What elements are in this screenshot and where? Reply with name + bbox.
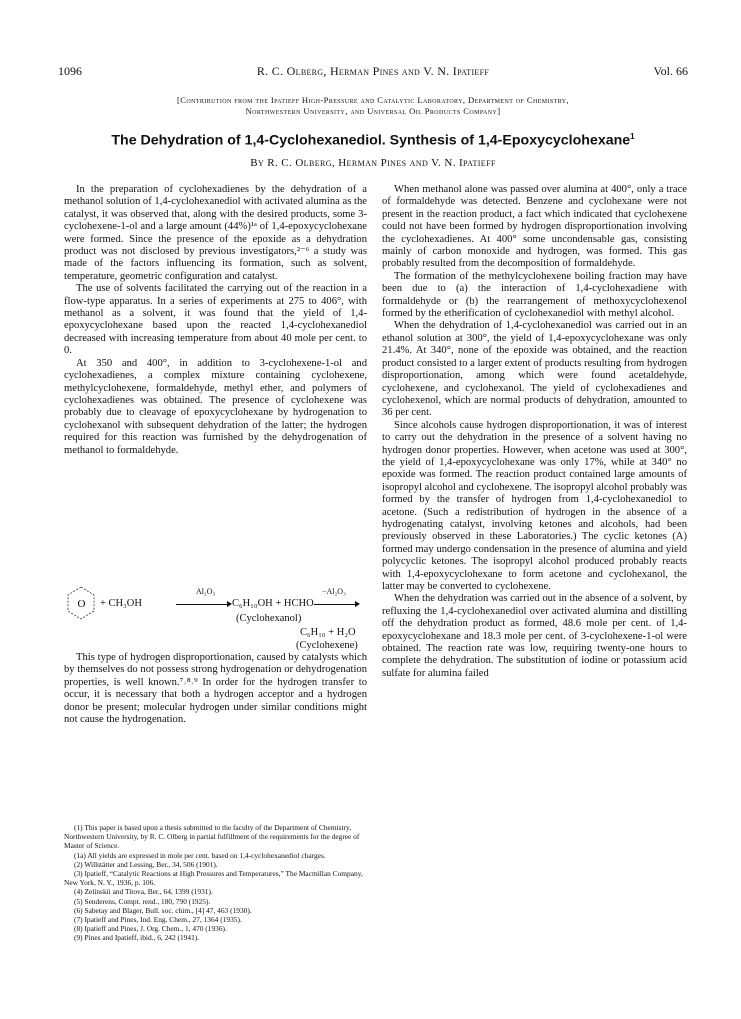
footnote: (4) Zelinskii and Titova, Ber., 64, 1399 (1931). — [74, 887, 213, 897]
paragraph: Since alcohols cause hydrogen disproportionation, it was of interest to carry out the dehydration in the presence of a solvent having no hydrogen donor properties. However, when acetone was used at 300°, the yield of 1,4-epoxycyclohexane was only 17%, while at 340° no epoxide was formed. The reaction product contained large amounts of isopropyl alcohol and cyclohexene. The isopropyl alcohol probably was formed by the transfer of hydrogen from 1,4-cyclohexanediol to acetone. (Such a redistribution of hydrogen in the absence of a hydrogenating catalyst, involving ketones and alcohols, had been previously observed in these Laboratories.) The cyclic ketones (A) formed may undergo condensation in the presence of alumina and yield polycyclic ketones. The isopropyl alcohol produced probably reacts with 1,4-epoxycyclohexane to form acetone and cyclohexanol, the latter may be converted to cyclohexene. — [382, 419, 687, 592]
reactant-methanol: + CH₃OH — [100, 598, 142, 609]
author-byline: By R. C. Olberg, Herman Pines and V. N. Ipatieff — [250, 157, 496, 169]
contribution-line-2: Northwestern University, and Universal Oil Products Company] — [245, 106, 501, 116]
running-head: R. C. Olberg, Herman Pines and V. N. Ipatieff — [256, 64, 490, 78]
footnote: (6) Sabetay and Blager, Bull. soc. chim., [4] 47, 463 (1930). — [74, 905, 252, 915]
footnote: (1a) All yields are expressed in mole per cent. based on 1,4-cyclohexanediol charges. — [74, 850, 326, 860]
right-column-body — [382, 184, 687, 680]
article-title — [58, 132, 688, 149]
footnote: (1) This paper is based upon a thesis submitted to the faculty of the Department of Chemistry, Northwestern University, by R. C. Olberg in partial fulfillment of the requirements for the degree of Master of Science. — [64, 823, 360, 851]
page-header — [58, 64, 688, 80]
paragraph: This type of hydrogen disproportionation, caused by catalysts which by themselves do not possess strong hydrogenation or dehydrogenation properties, is well known.⁷˒⁸˒⁹ In order for the hydrogen transfer to occur, it is necessary that both a hydrogen acceptor and a hydrogen donor be present; molecular hydrogen under similar conditions might not cause the hydrogenation. — [64, 652, 367, 726]
footnote: (9) Pines and Ipatieff, ibid., 6, 242 (1941). — [74, 933, 200, 943]
paragraph: At 350 and 400°, in addition to 3-cyclohexene-1-ol and cyclohexadienes, a complex mixture containing cyclohexene, methylcyclohexene, formaldehyde, methyl ether, and polymers of cyclohexadienes was obtained. The presence of cyclohexene was probably due to cleavage of epoxycyclohexane by hydrogenation to cyclohexanol with subsequent dehydration of the latter; the hydrogen required for this reaction was furnished by the dehydrogenation of methanol to formaldehyde. — [64, 357, 367, 456]
footnote: (8) Ipatieff and Pines, J. Org. Chem., 1, 470 (1936). — [74, 924, 227, 934]
left-column-body-continued — [64, 652, 367, 726]
footnote: (7) Ipatieff and Pines, Ind. Eng. Chem., 27, 1364 (1935). — [74, 915, 242, 925]
product-cyclohexanol-name: (Cyclohexanol) — [236, 613, 302, 624]
reaction-equation — [64, 583, 367, 655]
ring-oxygen-label: O — [77, 598, 86, 610]
volume-label: Vol. 66 — [653, 64, 688, 78]
paragraph: In the preparation of cyclohexadienes by the dehydration of a methanol solution of 1,4-cyclohexanediol with activated alumina as the catalyst, it was observed that, along with the desired products, some 3-cyclohexene-1-ol and a large amount (44%)¹ᵃ of 1,4-epoxycyclohexane were formed. Since the presence of the epoxide as a dehydration product was not disclosed by previous investigators,²⁻⁶ a study was made of the factors influencing its formation, such as solvent, temperature, geometric configuration and catalyst. — [64, 184, 367, 282]
paragraph: The use of solvents facilitated the carrying out of the reaction in a flow-type apparatus. In a series of experiments at 275 to 406°, with methanol as a solvent, it was found that the yield of 1,4-epoxycyclohexane based upon the reacted 1,4-cyclohexanediol decreased with increasing temperature from about 40 mole per cent. to 0. — [64, 283, 367, 357]
product-cyclohexanol-formula: C₆H₁₀OH + HCHO — [232, 598, 314, 609]
catalyst-label-2: −Al₂O₃ — [322, 587, 346, 596]
paragraph: When the dehydration of 1,4-cyclohexanediol was carried out in an ethanol solution at 300°, the yield of 1,4-epoxycyclohexane was only 21.4%. At 340°, none of the epoxide was obtained, and the reaction product consisted to a larger extent of products resulting from hydrogen disproportionation, among which were found acetaldehyde, cyclohexene, and cyclohexanol. The yield of cyclohexadienes and cyclohexenol, which are normal products of dehydration, amounted to 36 per cent. — [382, 320, 687, 419]
product-cyclohexene-name: (Cyclohexene) — [296, 640, 358, 651]
contribution-note — [58, 95, 688, 117]
paragraph: When methanol alone was passed over alumina at 400°, only a trace of formaldehyde was detected. Benzene and cyclohexane were not present in the reaction product, a fact which indicated that cyclohexene could not have been formed by hydrogen disproportionation involving the cyclohexadienes. At 400° some uncondensable gas, consisting mainly of carbon monoxide and hydrogen, was formed. This gas probably resulted from the decomposition of formaldehyde. — [382, 184, 687, 270]
title-footnote-marker: 1 — [630, 132, 635, 141]
footnote: (2) Willstätter and Lessing, Ber., 34, 506 (1901). — [74, 859, 218, 869]
paragraph: The formation of the methylcyclohexene boiling fraction may have been due to (a) the interaction of 1,4-cyclohexadiene with formaldehyde or (b) the rearrangement of methoxycyclohexenol formed by the etherification of cyclohexanediol with methyl alcohol. — [382, 270, 687, 320]
title-text: The Dehydration of 1,4-Cyclohexanediol. Synthesis of 1,4-Epoxycyclohexane — [111, 132, 631, 149]
epoxycyclohexane-ring-diagram — [66, 585, 96, 621]
page-number: 1096 — [58, 64, 82, 78]
catalyst-label-1: Al₂O₃ — [196, 587, 216, 596]
reaction-arrow-2 — [314, 604, 356, 605]
reaction-arrow-1 — [176, 604, 228, 605]
footnotes — [64, 823, 367, 943]
contribution-line-1: [Contribution from the Ipatieff High-Pressure and Catalytic Laboratory, Department of Chemistry, — [176, 95, 570, 105]
footnote: (5) Senderens, Compt. rend., 180, 790 (1925). — [74, 896, 211, 906]
footnote: (3) Ipatieff, “Catalytic Reactions at High Pressures and Temperatures,” The Macmillan Company, New York, N. Y., 1936, p. 106. — [64, 869, 363, 888]
product-cyclohexene-formula: C₆H₁₀ + H₂O — [300, 627, 356, 638]
left-column-body — [64, 184, 367, 457]
paragraph: When the dehydration was carried out in the absence of a solvent, by refluxing the 1,4-cyclohexanediol over activated alumina and distilling off the dehydration product as formed, 48.6 mole per cent. of 1,4-epoxycyclohexane and 18.3 mole per cent. of 3-cyclohexene-1-ol were obtained. The reaction rate was low, requiring twenty-one hours to complete the dehydration. The substitution of iodine or potassium acid sulfate for alumina failed — [382, 593, 687, 679]
